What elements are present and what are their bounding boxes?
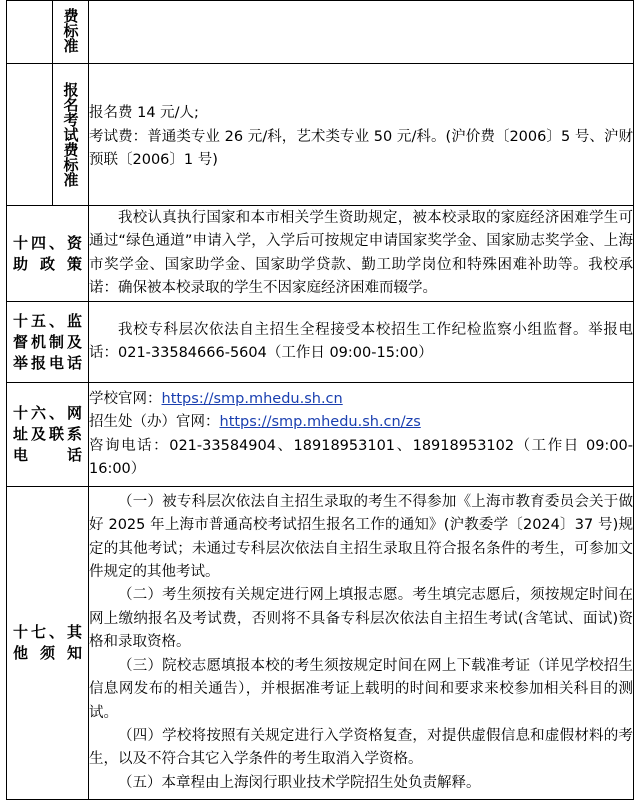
notes-label: 十七、其他须知	[13, 623, 82, 662]
notes-label-cell	[7, 487, 89, 800]
consult-phone-line: 咨询电话：021-33584904、18918953101、18918953102（工作日 09:00-16:00）	[89, 437, 633, 477]
admission-charter-table	[6, 0, 634, 800]
supervision-label: 十五、监督机制及举报电话	[13, 311, 82, 372]
admission-website-line	[89, 411, 633, 434]
website-line	[89, 388, 633, 411]
note-item: （三）院校志愿填报本校的考生须按规定时间在网上下载准考证（详见学校招生信息网发布的相关通告），并根据准考证上载明的时间和要求来校参加相关科目的测试。	[89, 657, 633, 721]
supervision-row	[7, 302, 634, 383]
exam-fee-label: 报名考试费标准	[61, 82, 80, 187]
supervision-content	[89, 302, 634, 383]
note-item: （一）被专科层次依法自主招生录取的考生不得参加《上海市教育委员会关于做好 2025 年上海市普通高校考试招生报名工作的通知》(沪教委学〔2024〕37 号)规定的其他考试；未通过专科层次依法自主招生录取且符合报名条件的考生，可参加文件规定的其他考试。	[89, 493, 633, 581]
fee-standard-tail-label-cell	[53, 1, 89, 64]
admission-website-label: 招生处（办）官网：	[89, 414, 220, 431]
aid-policy-label-cell	[7, 206, 89, 302]
exam-fee-content	[89, 64, 634, 206]
fee-standard-tail-content	[89, 1, 634, 64]
supervision-text: 我校专科层次依法自主招生全程接受本校招生工作纪检监察小组监督。举报电话：021-33584666-5604（工作日 09:00-15:00）	[89, 321, 633, 361]
exam-fee-label-cell	[53, 64, 89, 206]
website-link[interactable]: https://smp.mhedu.sh.cn	[161, 390, 343, 407]
admission-website-link[interactable]: https://smp.mhedu.sh.cn/zs	[219, 414, 421, 431]
note-item: （五）本章程由上海闵行职业技术学院招生处负责解释。	[118, 774, 481, 791]
exam-fee-line: 考试费：普通类专业 26 元/科，艺术类专业 50 元/科。(沪价费〔2006〕5 号、沪财预联〔2006〕1 号)	[89, 128, 633, 169]
fee-standard-tail-label: 费标准	[61, 8, 80, 53]
notes-row	[7, 487, 634, 800]
website-label: 学校官网：	[89, 390, 162, 407]
supervision-label-cell	[7, 302, 89, 383]
aid-policy-row	[7, 206, 634, 302]
note-item: （四）学校将按照有关规定进行入学资格复查，对提供虚假信息和虚假材料的考生，以及不符合其它入学条件的考生取消入学资格。	[89, 727, 633, 768]
contact-label: 十六、网址及联系电话	[13, 404, 82, 464]
contact-content	[89, 383, 634, 487]
empty-left-cell	[7, 64, 53, 206]
fee-standard-tail-row	[7, 1, 634, 64]
aid-policy-text: 我校认真执行国家和本市相关学生资助规定，被本校录取的家庭经济困难学生可通过“绿色通道”申请入学，入学后可按规定申请国家奖学金、国家励志奖学金、上海市奖学金、国家助学金、国家助学贷款、勤工助学岗位和特殊困难补助等。我校承诺：确保被本校录取的学生不因家庭经济困难而辍学。	[89, 209, 633, 296]
exam-fee-row	[7, 64, 634, 206]
registration-fee-line: 报名费 14 元/人;	[89, 105, 199, 122]
empty-left-cell	[7, 1, 53, 64]
contact-row	[7, 383, 634, 487]
notes-content	[89, 487, 634, 800]
note-item: （二）考生须按有关规定进行网上填报志愿。考生填完志愿后，须按规定时间在网上缴纳报名及考试费，否则将不具备专科层次依法自主招生考试(含笔试、面试)资格和录取资格。	[89, 587, 633, 651]
aid-policy-label: 十四、资助政策	[13, 233, 82, 273]
contact-label-cell	[7, 383, 89, 487]
aid-policy-content	[89, 206, 634, 302]
